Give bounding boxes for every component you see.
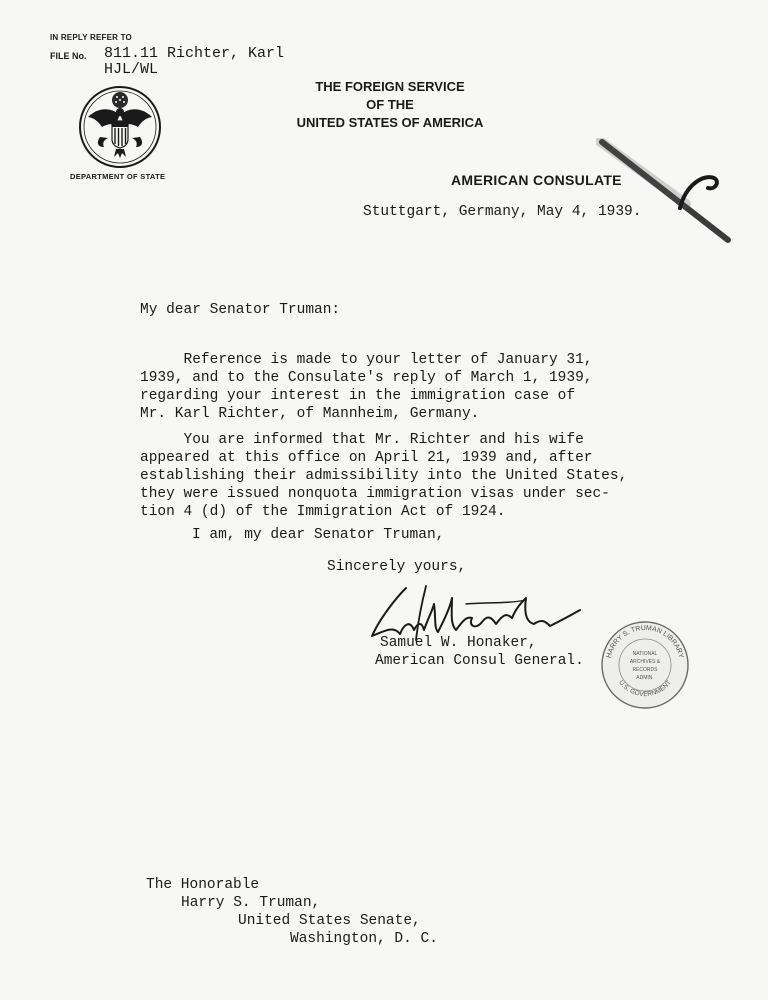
agency-line-1: THE FOREIGN SERVICE xyxy=(315,79,465,94)
department-of-state-label: DEPARTMENT OF STATE xyxy=(70,172,166,181)
great-seal-eagle-icon xyxy=(78,85,162,169)
paragraph-line: regarding your interest in the immigration case of xyxy=(140,388,576,404)
file-number-label: FILE No. xyxy=(50,51,87,61)
file-number-value: 811.11 Richter, Karl xyxy=(104,45,285,62)
signer-name: Samuel W. Honaker, xyxy=(380,635,537,651)
agency-line-2: OF THE xyxy=(366,97,414,112)
stamp-center-line: ARCHIVES & xyxy=(629,659,661,665)
paragraph-line: appeared at this office on April 21, 1939 and, after xyxy=(140,450,593,466)
signer-title: American Consul General. xyxy=(375,653,584,669)
paragraph-line: they were issued nonquota immigration visas under sec- xyxy=(140,486,610,502)
paragraph-line: establishing their admissibility into the United States, xyxy=(140,468,628,484)
office-heading: AMERICAN CONSULATE xyxy=(451,172,622,188)
stamp-center-line: RECORDS xyxy=(632,667,658,673)
typist-initials: HJL/WL xyxy=(104,61,159,78)
paragraph-line: You are informed that Mr. Richter and his wife xyxy=(140,432,584,448)
paragraph-line: Mr. Karl Richter, of Mannheim, Germany. xyxy=(140,406,480,422)
address-line-3: United States Senate, xyxy=(238,913,421,929)
library-stamp-icon xyxy=(600,620,690,710)
address-line-1: The Honorable xyxy=(146,877,260,893)
paragraph-line: 1939, and to the Consulate's reply of March 1, 1939, xyxy=(140,370,593,386)
paragraph-line: tion 4 (d) of the Immigration Act of 1924. xyxy=(140,504,506,520)
complimentary-close-2: Sincerely yours, xyxy=(327,559,467,575)
pen-stroke-icon xyxy=(596,138,736,248)
paragraph-reference xyxy=(140,351,592,423)
stamp-center-line: ADMIN. xyxy=(636,675,654,681)
complimentary-close-1: I am, my dear Senator Truman, xyxy=(192,527,445,543)
address-line-4: Washington, D. C. xyxy=(290,931,438,947)
paragraph-visa-issued xyxy=(140,431,627,521)
stamp-ring-top: HARRY S. TRUMAN LIBRARY xyxy=(605,624,685,659)
stamp-center-line: NATIONAL xyxy=(632,651,658,657)
salutation: My dear Senator Truman: xyxy=(140,302,341,318)
reply-refer-label: IN REPLY REFER TO xyxy=(50,33,132,42)
agency-heading xyxy=(270,78,510,132)
address-line-2: Harry S. Truman, xyxy=(181,895,321,911)
paragraph-line: Reference is made to your letter of January 31, xyxy=(140,352,593,368)
place-and-date: Stuttgart, Germany, May 4, 1939. xyxy=(363,204,642,220)
stamp-ring-bottom: U.S. GOVERNMENT xyxy=(617,679,673,699)
agency-line-3: UNITED STATES OF AMERICA xyxy=(296,115,484,130)
